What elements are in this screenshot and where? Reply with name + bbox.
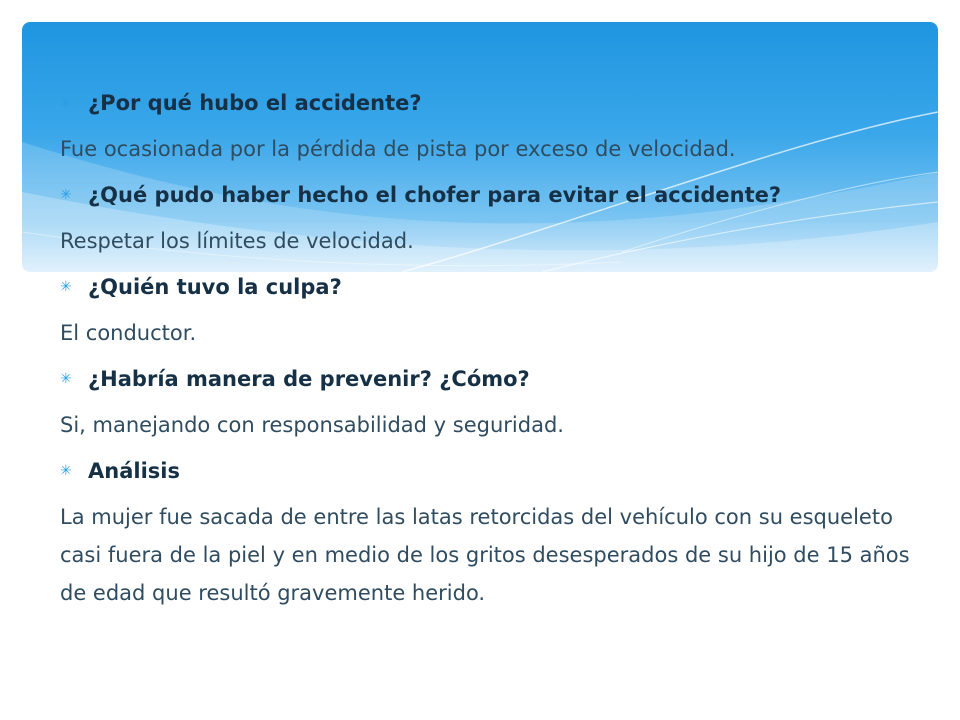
answer-1: Fue ocasionada por la pérdida de pista por exceso de velocidad. bbox=[60, 137, 736, 161]
answer-3: El conductor. bbox=[60, 321, 197, 345]
asterisk-icon: ✳ bbox=[60, 95, 72, 111]
asterisk-icon: ✳ bbox=[60, 463, 72, 479]
question-1 bbox=[60, 80, 940, 126]
analysis-heading bbox=[60, 448, 940, 494]
asterisk-icon: ✳ bbox=[60, 279, 72, 295]
question-3-text: ¿Quién tuvo la culpa? bbox=[88, 275, 342, 299]
answer-2: Respetar los límites de velocidad. bbox=[60, 229, 414, 253]
question-2 bbox=[60, 172, 940, 218]
question-4 bbox=[60, 356, 940, 402]
question-3 bbox=[60, 264, 940, 310]
question-1-text: ¿Por qué hubo el accidente? bbox=[88, 91, 422, 115]
question-4-text: ¿Habría manera de prevenir? ¿Cómo? bbox=[88, 367, 530, 391]
asterisk-icon: ✳ bbox=[60, 187, 72, 203]
question-2-text: ¿Qué pudo haber hecho el chofer para evitar el accidente? bbox=[88, 183, 782, 207]
analysis-heading-text: Análisis bbox=[88, 459, 180, 483]
analysis-paragraph: La mujer fue sacada de entre las latas retorcidas del vehículo con su esqueleto casi fuera de la piel y en medio de los gritos desesperados de su hijo de 15 años de edad que resultó gravemente herido. bbox=[60, 505, 910, 605]
slide-content bbox=[60, 80, 940, 612]
asterisk-icon: ✳ bbox=[60, 371, 72, 387]
answer-4: Si, manejando con responsabilidad y seguridad. bbox=[60, 413, 564, 437]
